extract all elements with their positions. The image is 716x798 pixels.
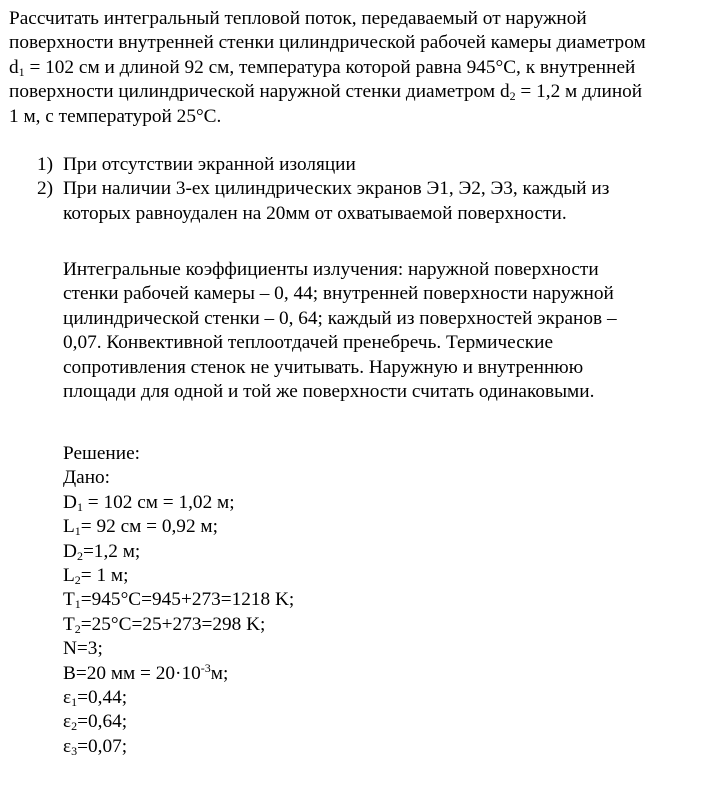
text-segment: =25°C=25+273=298 K; bbox=[80, 613, 266, 635]
case-text: При отсутствии экранной изоляции bbox=[63, 154, 356, 175]
case-item bbox=[9, 177, 609, 226]
subscript: 2 bbox=[74, 572, 81, 587]
subscript: 2 bbox=[76, 548, 83, 563]
given-item bbox=[9, 735, 294, 759]
text-segment: B=20 мм = 20·10 bbox=[63, 662, 201, 684]
conditions-paragraph bbox=[9, 258, 617, 404]
text-segment: d bbox=[9, 56, 19, 78]
given-item bbox=[9, 491, 294, 515]
problem-line bbox=[9, 105, 646, 129]
given-item bbox=[9, 613, 294, 637]
text-segment: ε bbox=[63, 711, 72, 733]
text-segment: поверхности внутренней стенки цилиндрической рабочей камеры диаметром bbox=[9, 32, 646, 54]
given-item bbox=[9, 710, 294, 734]
text-segment: ε bbox=[63, 686, 72, 708]
text-segment: = 92 см = 0,92 м; bbox=[80, 516, 218, 538]
conditions-line: Интегральные коэффициенты излучения: наружной поверхности bbox=[63, 259, 599, 280]
given-item bbox=[9, 515, 294, 539]
conditions-line: площади для одной и той же поверхности считать одинаковыми. bbox=[63, 380, 595, 402]
solution-heading: Решение: bbox=[63, 443, 140, 464]
solution-section bbox=[9, 442, 294, 759]
text-segment: T bbox=[63, 613, 75, 635]
subscript: 1 bbox=[18, 64, 25, 79]
text-segment: L bbox=[63, 564, 75, 586]
text-segment: =1,2 м; bbox=[82, 540, 141, 562]
given-item bbox=[9, 662, 294, 686]
conditions-line: стенки рабочей камеры – 0, 44; внутренней поверхности наружной bbox=[63, 283, 614, 305]
text-segment: D bbox=[63, 491, 77, 513]
given-item bbox=[9, 564, 294, 588]
subscript: 3 bbox=[71, 743, 78, 758]
text-segment: =0,07; bbox=[77, 735, 128, 757]
given-item bbox=[9, 540, 294, 564]
problem-statement bbox=[9, 7, 646, 129]
text-segment: =0,64; bbox=[77, 711, 128, 733]
text-segment: T bbox=[63, 589, 75, 611]
text-segment: D bbox=[63, 540, 77, 562]
given-item bbox=[9, 686, 294, 710]
case-item bbox=[9, 153, 609, 177]
text-segment: = 102 см = 1,02 м; bbox=[82, 491, 235, 513]
problem-line bbox=[9, 80, 646, 104]
given-label: Дано: bbox=[63, 467, 111, 489]
given-item bbox=[9, 637, 294, 661]
text-segment: поверхности цилиндрической наружной стенки диаметром d bbox=[9, 81, 510, 103]
case-text: При наличии 3-ех цилиндрических экранов Э1, Э2, Э3, каждый из bbox=[63, 178, 610, 200]
text-segment: L bbox=[63, 516, 75, 538]
text-segment: = 1,2 м длиной bbox=[515, 81, 643, 103]
subscript: 1 bbox=[74, 524, 81, 539]
case-line bbox=[9, 202, 609, 226]
subscript: 2 bbox=[71, 719, 78, 734]
subscript: 1 bbox=[76, 499, 83, 514]
text-segment: = 1 м; bbox=[80, 564, 129, 586]
text-segment: = 102 см и длиной 92 см, температура которой равна 945°C, к внутренней bbox=[24, 56, 636, 78]
text-segment: N=3; bbox=[63, 638, 103, 660]
case-line bbox=[9, 177, 609, 201]
case-line bbox=[9, 153, 609, 177]
subscript: 2 bbox=[509, 89, 516, 104]
text-segment: =945°C=945+273=1218 K; bbox=[80, 589, 295, 611]
superscript: -3 bbox=[200, 660, 211, 675]
text-segment: ε bbox=[63, 735, 72, 757]
conditions-line: 0,07. Конвективной теплоотдачей пренебречь. Термические bbox=[63, 332, 554, 354]
text-segment: Рассчитать интегральный тепловой поток, передаваемый от наружной bbox=[9, 8, 587, 29]
subscript: 2 bbox=[74, 621, 81, 636]
subscript: 1 bbox=[74, 597, 81, 612]
conditions-line: цилиндрической стенки – 0, 64; каждый из поверхностей экранов – bbox=[63, 307, 617, 329]
case-number: 2) bbox=[37, 178, 54, 200]
problem-line bbox=[9, 56, 646, 80]
text-segment: м; bbox=[210, 662, 229, 684]
text-segment: =0,44; bbox=[77, 686, 128, 708]
problem-line bbox=[9, 7, 646, 31]
conditions-line: сопротивления стенок не учитывать. Наружную и внутреннюю bbox=[63, 356, 584, 378]
case-number: 1) bbox=[37, 154, 54, 175]
subscript: 1 bbox=[71, 694, 78, 709]
given-item bbox=[9, 588, 294, 612]
case-text: которых равноудален на 20мм от охватываемой поверхности. bbox=[63, 202, 567, 224]
problem-line bbox=[9, 31, 646, 55]
cases-list bbox=[9, 153, 609, 226]
text-segment: 1 м, с температурой 25°C. bbox=[9, 105, 222, 127]
